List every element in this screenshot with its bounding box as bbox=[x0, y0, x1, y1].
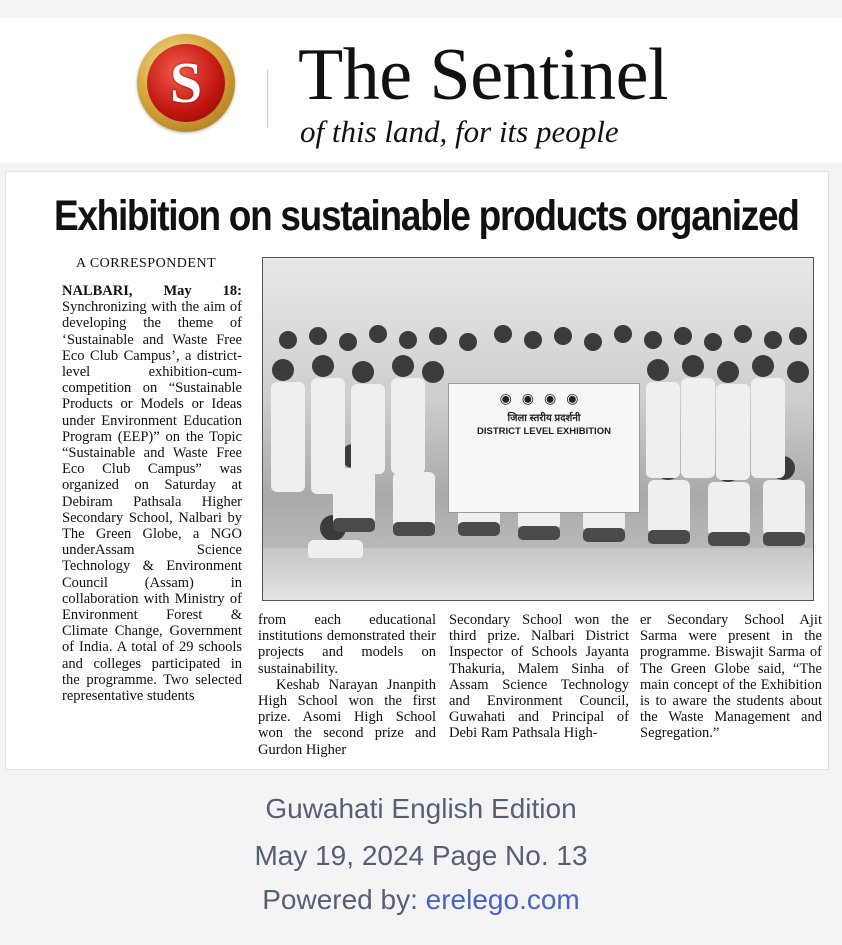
sentinel-logo bbox=[137, 34, 235, 132]
banner-hindi-text: जिला स्तरीय प्रदर्शनी bbox=[507, 413, 581, 424]
masthead-divider bbox=[267, 70, 268, 128]
column-2-text-b: Keshab Narayan Jnanpith High School won the first prize. Asomi High School won the second prize and Gurdon Higher bbox=[258, 676, 436, 758]
edition-caption: Guwahati English Edition bbox=[265, 793, 577, 824]
logo-emblem bbox=[147, 44, 225, 122]
article-column-1 bbox=[62, 283, 242, 704]
article-dateline: NALBARI, May 18: bbox=[62, 283, 242, 299]
article-column-3: Secondary School won the third prize. Nalbari District Inspector of Schools Jayanta Thakuria, Malem Sinha of Assam Science Technology and Environment Council, Guwahati and Principal of Debi Ram Pathsala High- bbox=[449, 612, 629, 742]
banner-title: DISTRICT LEVEL EXHIBITION bbox=[477, 426, 611, 437]
article-column-2 bbox=[258, 612, 436, 758]
powered-by-prefix: Powered by: bbox=[262, 884, 426, 915]
banner-logos: ◉◉◉◉ bbox=[499, 390, 589, 406]
newspaper-title: The Sentinel bbox=[298, 34, 669, 116]
logo-letter: S bbox=[169, 50, 203, 115]
powered-by-caption bbox=[0, 884, 842, 916]
column-1-text: Synchronizing with the aim of developing the theme of ‘Sustainable and Waste Free Eco Club Campus’, a district-level exhibition-cum-competition on “Sustainable Products or Models or Ideas under Environment Education Program (EEP)” on the Topic “Sustainable and Waste Free Eco Club Campus” was organized on Saturday at Debiram Pathsala Higher Secondary School, Nalbari by The Green Globe, a NGO underAssam Science Technology & Environment Council (Assam) in collaboration with Ministry of Environment Forest & Climate Change, Government of India. A total of 29 schools and colleges participated in the programme. Two selected representative students bbox=[62, 299, 242, 705]
exhibition-banner bbox=[448, 383, 640, 513]
article-column-4: er Secondary School Ajit Sarma were present in the programme. Biswajit Sarma of The Green Globe said, “The main concept of the Exhibition is to aware the students about the Waste Management and Segregation.” bbox=[640, 612, 822, 742]
article-headline: Exhibition on sustainable products organized bbox=[54, 192, 799, 240]
column-2-text-a: from each educational institutions demonstrated their projects and models on sustainability. bbox=[258, 612, 436, 677]
top-band bbox=[0, 0, 842, 18]
newspaper-tagline: of this land, for its people bbox=[300, 114, 619, 149]
article-photo bbox=[262, 257, 814, 601]
article-byline: A CORRESPONDENT bbox=[76, 256, 217, 271]
date-page-caption: May 19, 2024 Page No. 13 bbox=[254, 840, 588, 871]
erelego-link[interactable]: erelego.com bbox=[425, 884, 580, 915]
